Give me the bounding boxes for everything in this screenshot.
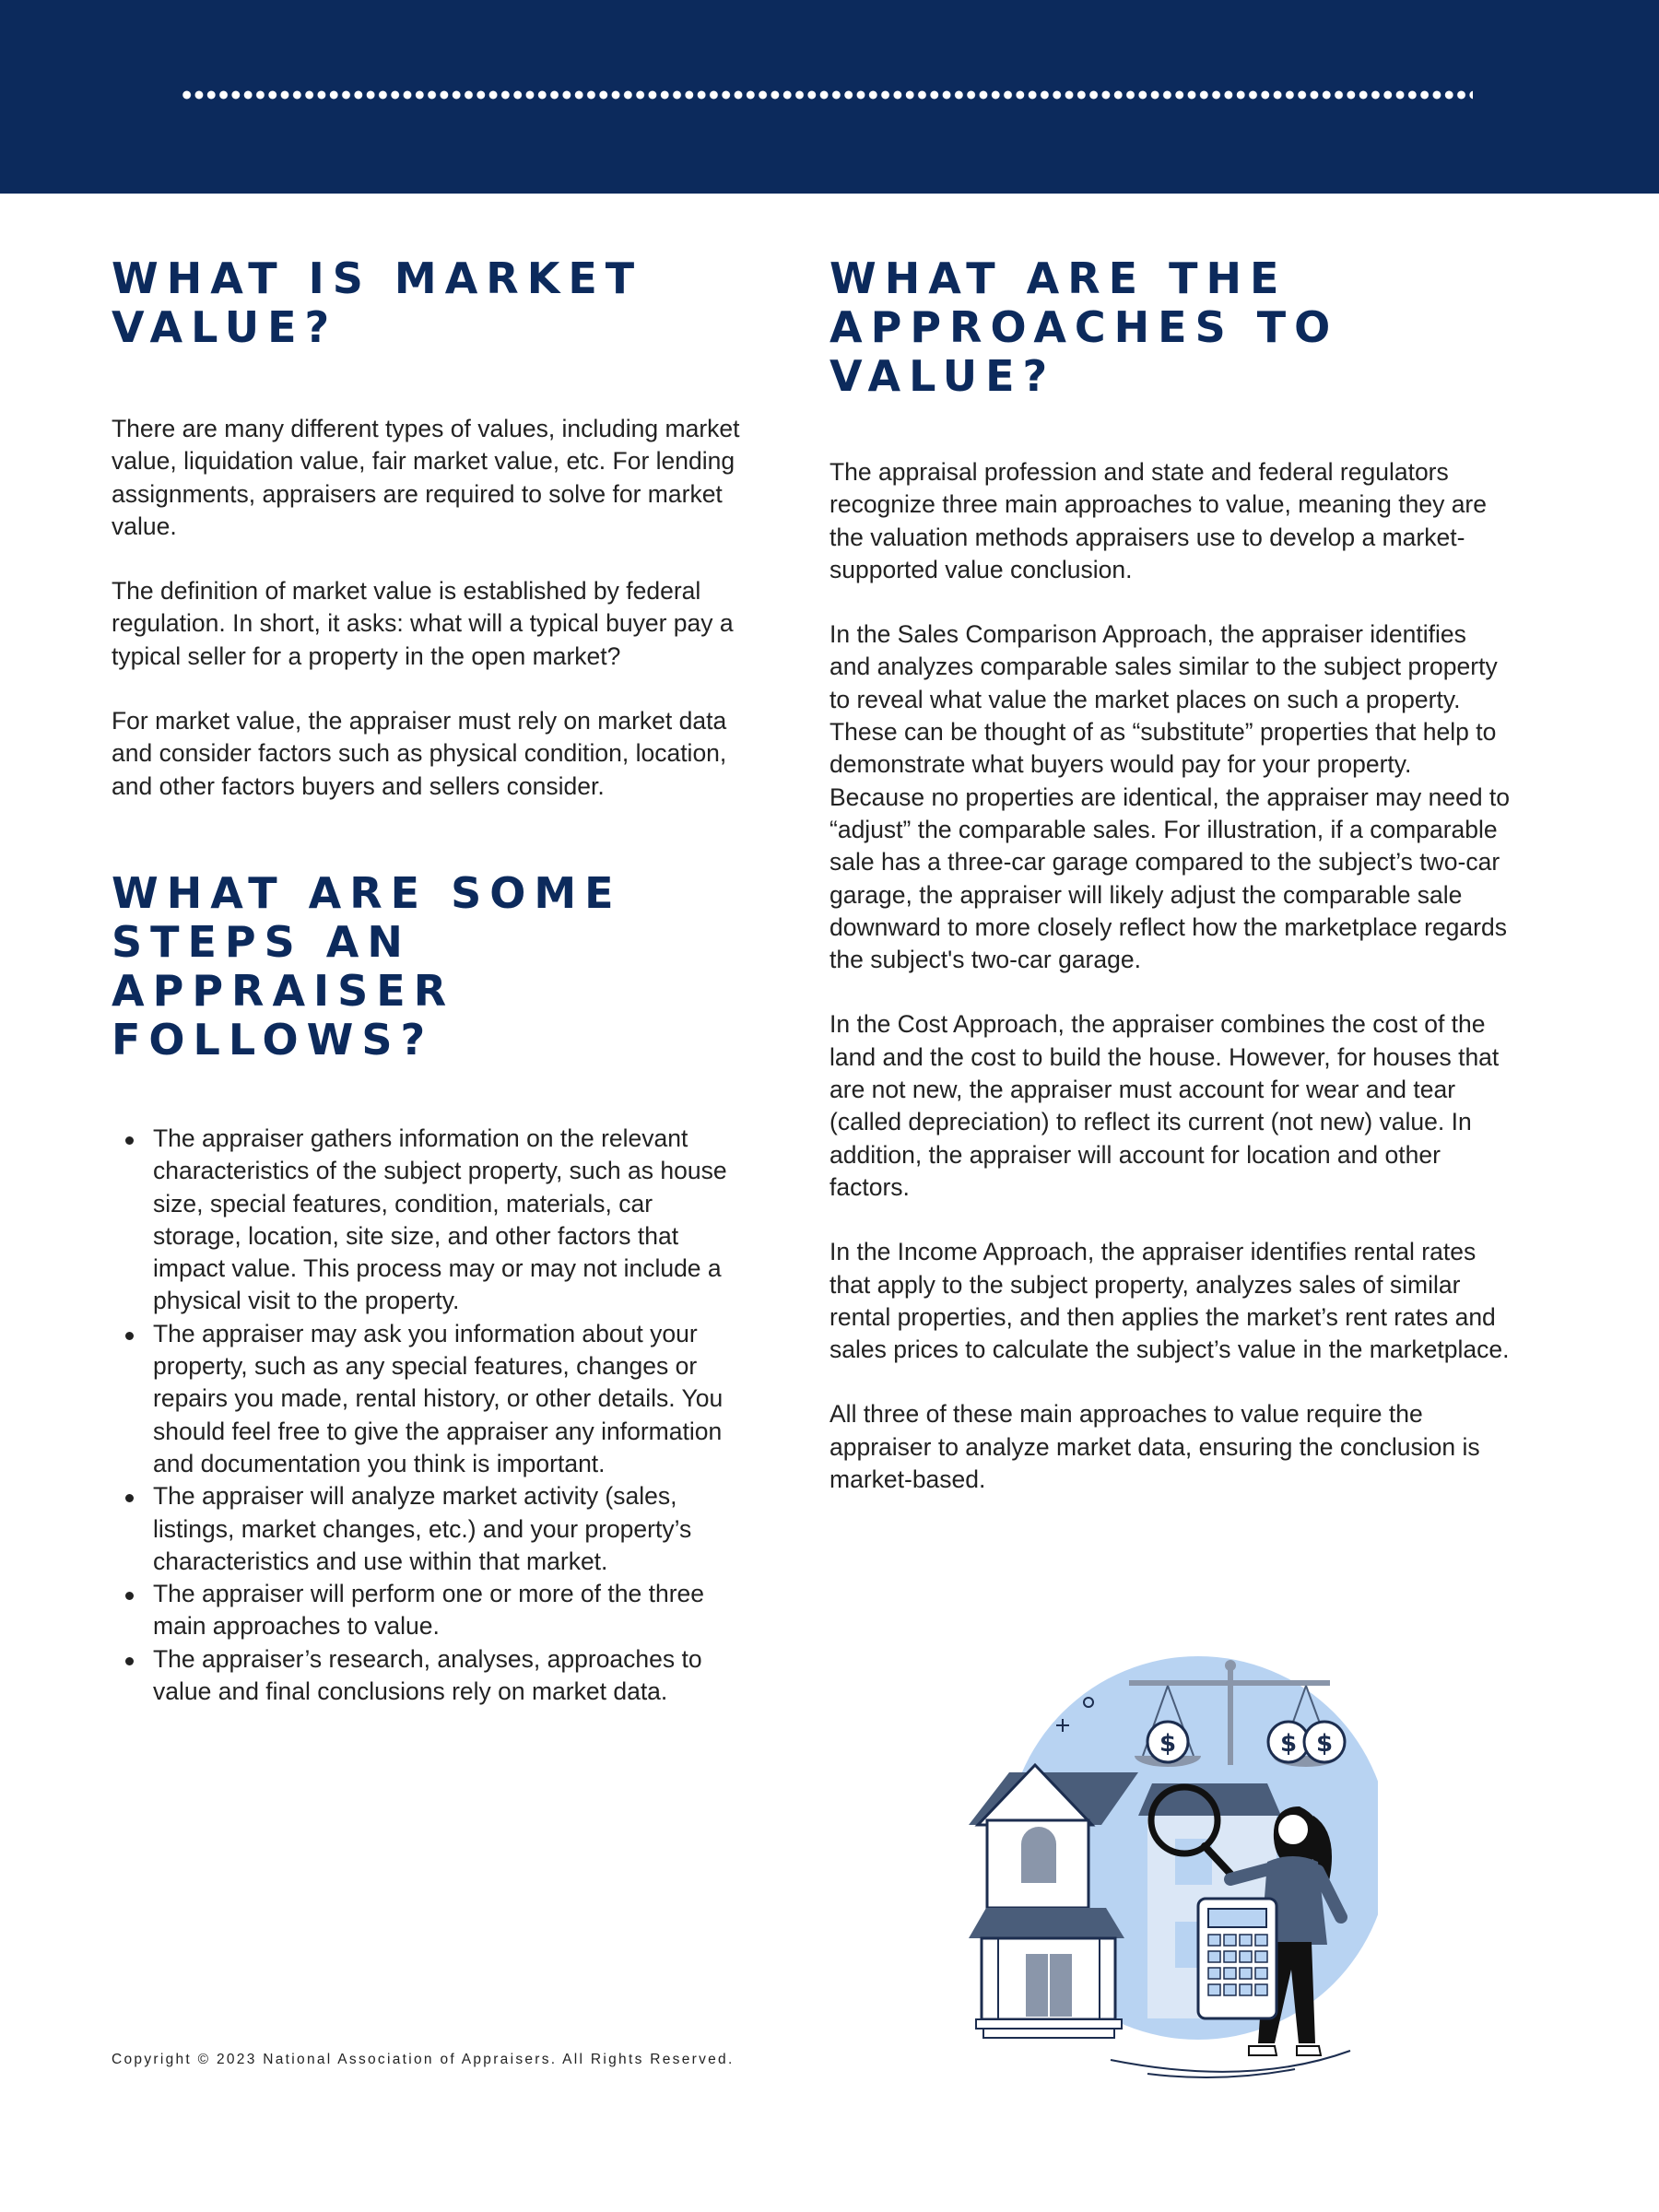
approaches-paragraph: In the Cost Approach, the appraiser combines the cost of the land and the cost to build the house. However, for houses that are not new, the appraiser must account for wear and tear (called depreciation) to reflect its current (not new) value. In addition, the appraiser will account for location and other factors. xyxy=(830,1010,1500,1201)
list-item: The appraiser may ask you information about your property, such as any special features, changes or repairs you made, rental history, or other details. You should feel free to give the appraiser any information and documentation you think is important. xyxy=(112,1318,747,1480)
market-value-paragraph: The definition of market value is established by federal regulation. In short, it asks: what will a typical buyer pay a typical seller for a property in the open market? xyxy=(112,577,734,670)
appraisal-illustration-icon xyxy=(963,1654,1378,2078)
dotted-divider xyxy=(181,90,1473,100)
steps-list xyxy=(112,1123,747,1708)
market-value-section xyxy=(112,254,747,803)
left-column xyxy=(112,254,747,1708)
steps-heading: WHAT ARE SOME STEPS AN APPRAISER FOLLOWS? xyxy=(112,867,622,1065)
list-item: The appraiser will perform one or more of the three main approaches to value. xyxy=(112,1578,747,1643)
dollar-symbol: $ xyxy=(1315,1730,1334,1758)
approaches-paragraph: In the Sales Comparison Approach, the appraiser identifies and analyzes comparable sales similar to the subject property to reveal what value the market places on such a property. These can be thought of as “substitute” properties that help to demonstrate what buyers would pay for your property. Because no properties are identical, the appraiser may need to “adjust” the comparable sales. For illustration, if a comparable sale has a three-car garage compared to the subject’s two-car garage, the appraiser will likely adjust the comparable sale downward to more closely reflect how the marketplace regards the subject's two-car garage. xyxy=(830,620,1511,974)
steps-section xyxy=(112,869,747,1708)
market-value-heading: WHAT IS MARKET VALUE? xyxy=(112,253,643,352)
approaches-paragraph: In the Income Approach, the appraiser identifies rental rates that apply to the subject property, analyzes sales of similar rental properties, and then applies the market’s rent rates and sales prices to calculate the subject’s value in the marketplace. xyxy=(830,1238,1510,1364)
approaches-heading: WHAT ARE THE APPROACHES TO VALUE? xyxy=(830,253,1339,401)
copyright-text: Copyright © 2023 National Association of Appraisers. All Rights Reserved. xyxy=(112,2052,735,2067)
dollar-symbol: $ xyxy=(1279,1730,1298,1758)
market-value-paragraph: For market value, the appraiser must rely on market data and consider factors such as physical condition, location, and other factors buyers and sellers consider. xyxy=(112,707,727,800)
right-column xyxy=(830,254,1512,1496)
market-value-paragraph: There are many different types of values, including market value, liquidation value, fair market value, etc. For lending assignments, appraisers are required to solve for market value. xyxy=(112,415,740,540)
approaches-section xyxy=(830,254,1512,1496)
approaches-paragraph: All three of these main approaches to value require the appraiser to analyze market data, ensuring the conclusion is market-based. xyxy=(830,1400,1480,1494)
header-band xyxy=(0,0,1659,194)
list-item: The appraiser’s research, analyses, approaches to value and final conclusions rely on market data. xyxy=(112,1643,747,1709)
list-item: The appraiser will analyze market activity (sales, listings, market changes, etc.) and your property’s characteristics and use within that market. xyxy=(112,1480,747,1578)
list-item: The appraiser gathers information on the relevant characteristics of the subject property, such as house size, special features, condition, materials, car storage, location, site size, and other factors that impact value. This process may or may not include a physical visit to the property. xyxy=(112,1123,747,1318)
approaches-paragraph: The appraisal profession and state and federal regulators recognize three main approaches to value, meaning they are the valuation methods appraisers use to develop a market-supported value conclusion. xyxy=(830,458,1487,583)
dollar-symbol: $ xyxy=(1159,1730,1177,1758)
